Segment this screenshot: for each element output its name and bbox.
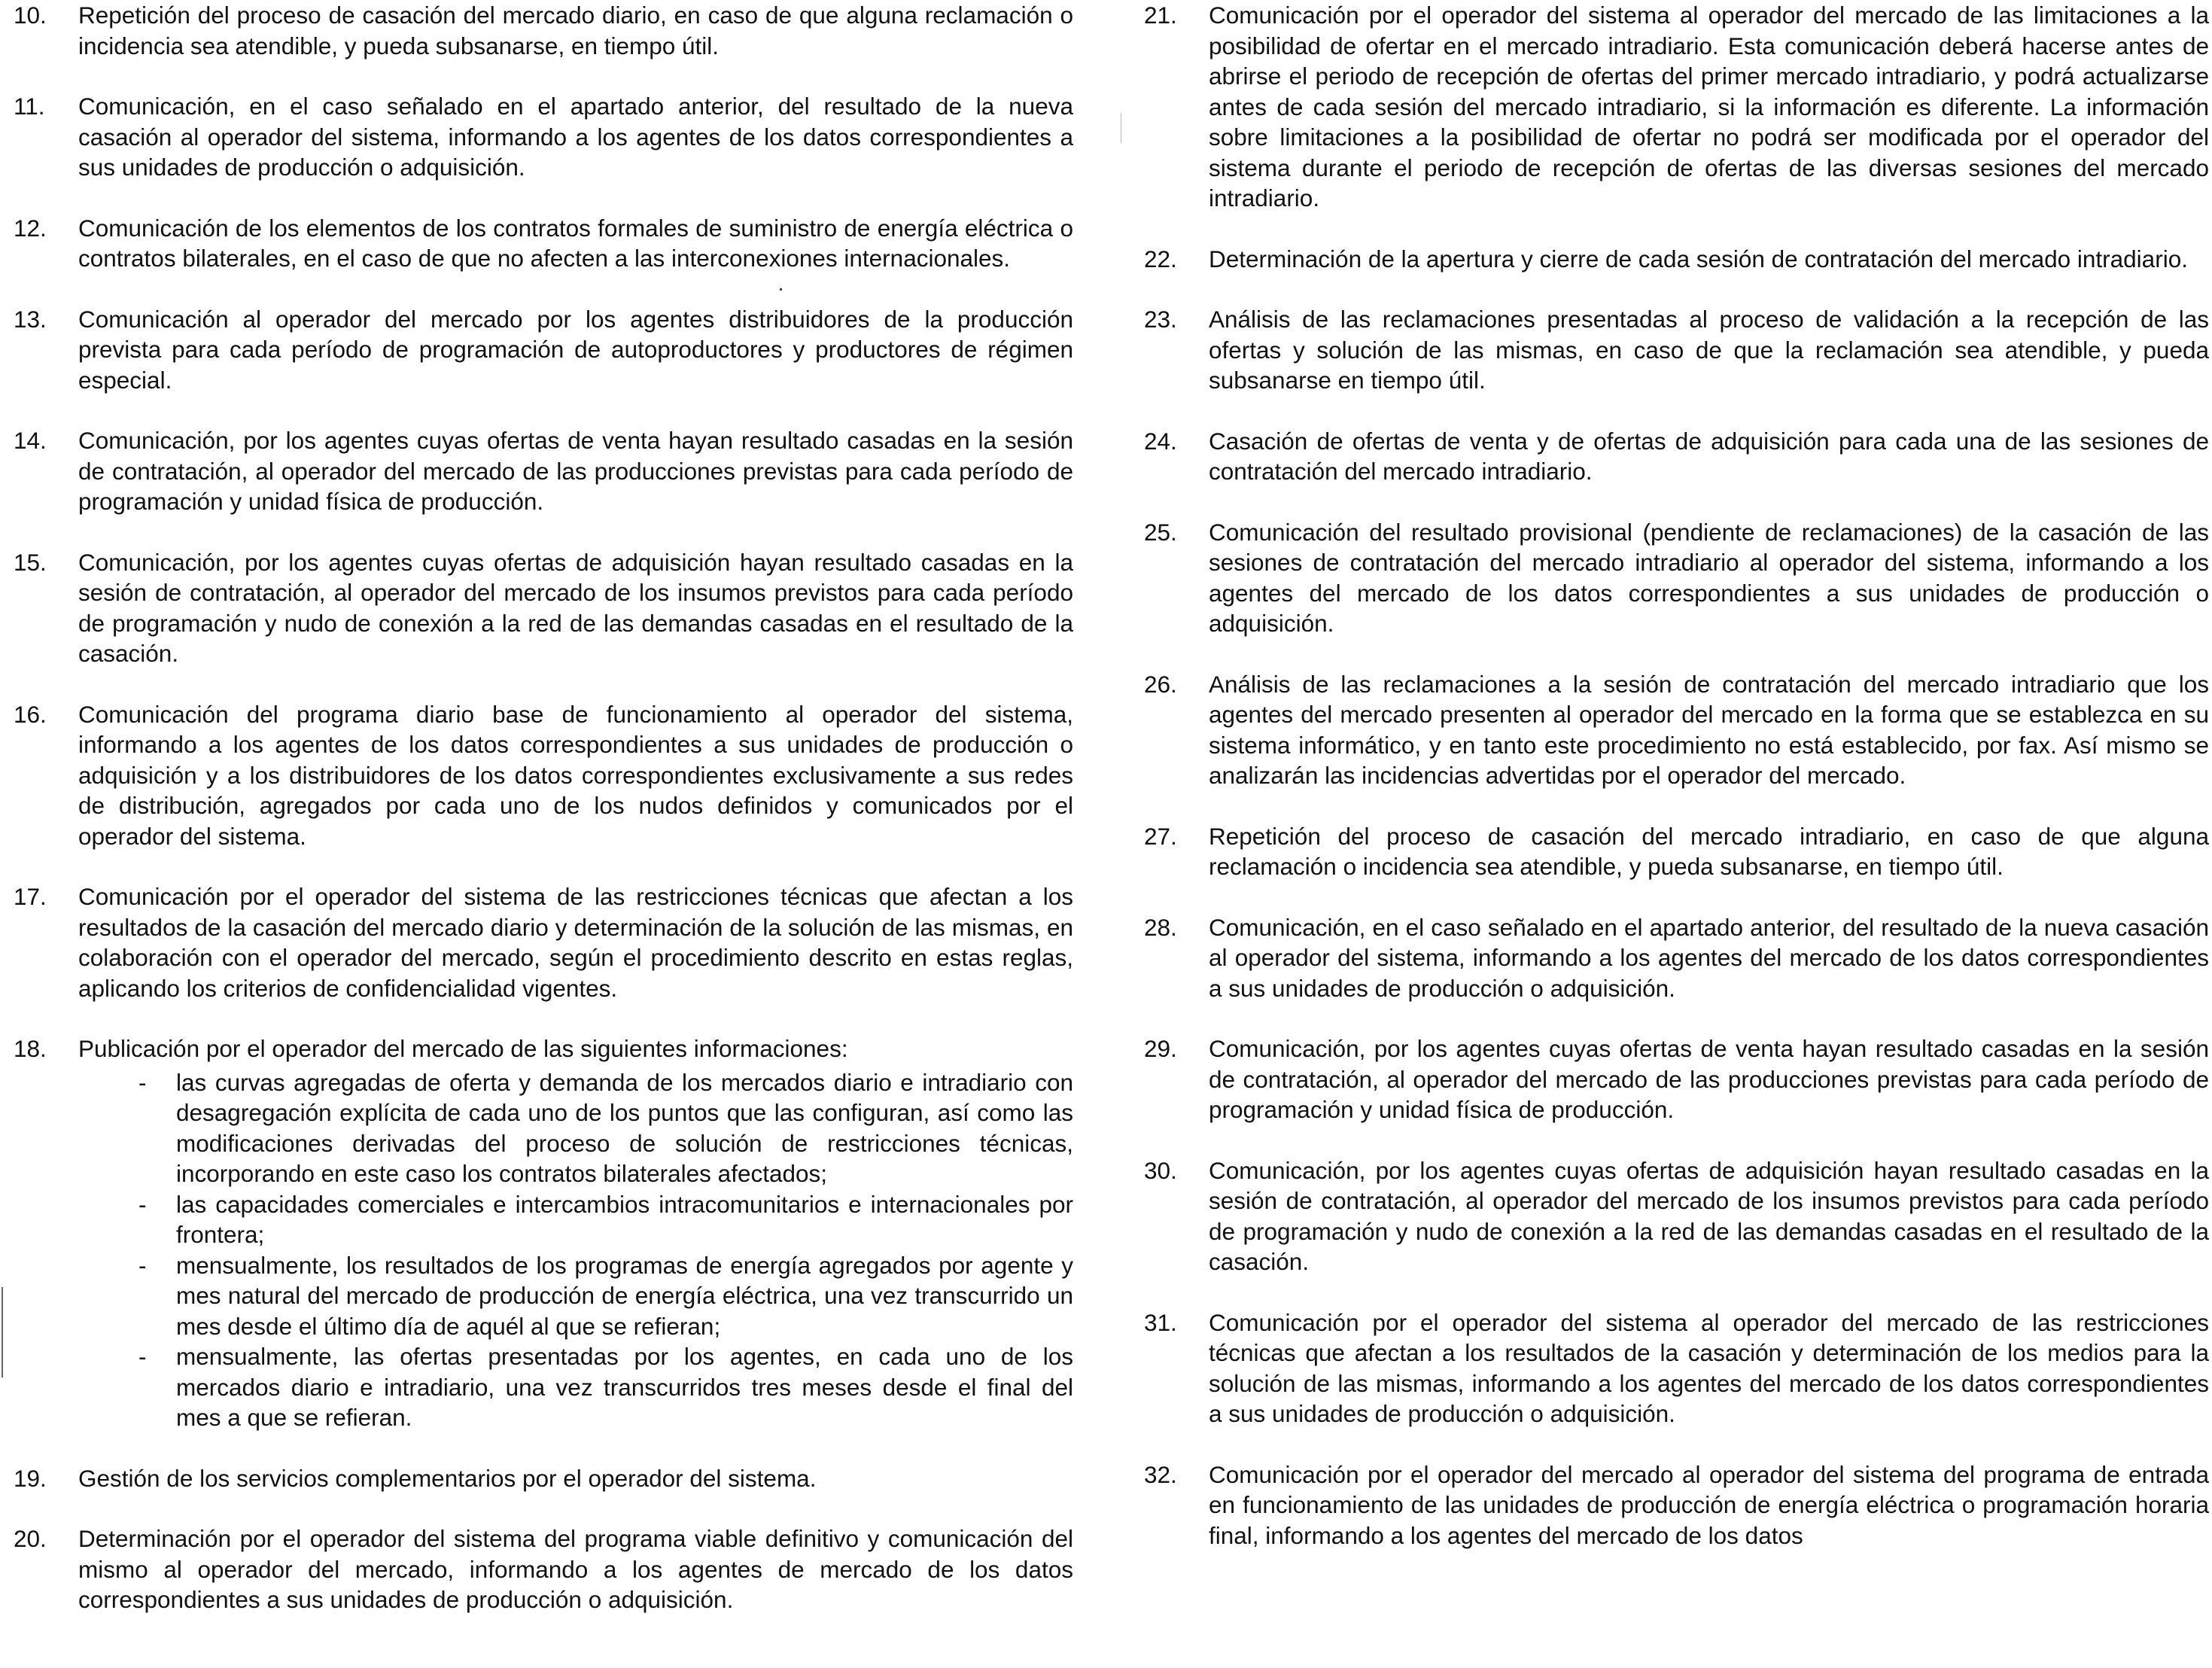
scan-mark bbox=[780, 288, 782, 291]
item-number: 26. bbox=[1144, 670, 1177, 698]
sub-item-text: mensualmente, los resultados de los programas de energía agregados por agente y mes natural del mercado de producción de energía eléctrica, una vez transcurrido un mes desde el último día de aquél al que se refieran; bbox=[176, 1251, 1073, 1340]
item-number: 19. bbox=[14, 1464, 47, 1492]
list-item bbox=[1144, 517, 2209, 639]
dash-bullet: - bbox=[138, 1068, 147, 1096]
sub-item-text: mensualmente, las ofertas presentadas por los agentes, en cada uno de los mercados diario e intradiario, una vez transcurridos tres meses desde el final del mes a que se refieran. bbox=[176, 1343, 1073, 1431]
item-number: 30. bbox=[1144, 1156, 1177, 1184]
sub-list-item bbox=[138, 1189, 1073, 1250]
item-text: Comunicación, por los agentes cuyas ofertas de venta hayan resultado casadas en la sesión de contratación, al operador del mercado de las producciones previstas para cada período de programación y unidad física de producción. bbox=[1209, 1035, 2209, 1123]
item-text: Comunicación, por los agentes cuyas ofertas de adquisición hayan resultado casadas en la sesión de contratación, al operador del mercado de los insumos previstos para cada período de programación y nudo de conexión a la red de las demandas casadas en el resultado de la casación. bbox=[78, 548, 1073, 667]
item-number: 11. bbox=[14, 93, 45, 120]
item-number: 13. bbox=[14, 305, 47, 333]
item-text: Comunicación por el operador del mercado al operador del sistema del programa de entrada en funcionamiento de las unidades de producción de energía eléctrica o programación horaria final, informando a los agentes del mercado de los datos bbox=[1209, 1460, 2209, 1549]
list-item bbox=[1144, 1460, 2209, 1551]
item-text: Análisis de las reclamaciones a la sesión de contratación del mercado intradiario que los agentes del mercado presenten al operador del mercado en la forma que se establezca en su sistema informático, y en tanto este procedimiento no está establecido, por fax. Así mismo se analizarán las incidencias advertidas por el operador del mercado. bbox=[1209, 670, 2209, 789]
list-item bbox=[1144, 1307, 2209, 1429]
list-item bbox=[1144, 1033, 2209, 1125]
list-item bbox=[1144, 0, 2209, 214]
sub-list-item bbox=[138, 1067, 1073, 1189]
dash-bullet: - bbox=[138, 1190, 147, 1218]
item-text: Determinación de la apertura y cierre de cada sesión de contratación del mercado intradiario. bbox=[1209, 245, 2188, 272]
item-text: Repetición del proceso de casación del mercado intradiario, en caso de que alguna reclamación o incidencia sea atendible, y pueda subsanarse, en tiempo útil. bbox=[1209, 822, 2209, 880]
list-item bbox=[1144, 426, 2209, 487]
list-item bbox=[1144, 821, 2209, 882]
item-number: 32. bbox=[1144, 1460, 1177, 1488]
item-number: 24. bbox=[1144, 427, 1177, 455]
item-text: Comunicación del programa diario base de funcionamiento al operador del sistema, informando a los agentes de los datos correspondientes a sus unidades de producción o adquisición y a los distribuidores de los datos correspondientes exclusivamente a sus redes de distribución, agregados por cada uno de los nudos definidos y comunicados por el operador del sistema. bbox=[78, 700, 1073, 850]
item-number: 16. bbox=[14, 700, 47, 728]
item-number: 10. bbox=[14, 2, 47, 29]
list-item bbox=[14, 699, 1073, 852]
list-item bbox=[14, 1033, 1073, 1064]
item-number: 12. bbox=[14, 214, 47, 242]
item-number: 14. bbox=[14, 427, 47, 454]
dash-bullet: - bbox=[138, 1343, 147, 1370]
item-text: Determinación por el operador del sistema del programa viable definitivo y comunicación del mismo al operador del mercado, informando a los agentes de mercado de los datos correspondientes a sus unidades de producción o adquisición. bbox=[78, 1525, 1073, 1613]
list-item bbox=[14, 304, 1073, 396]
sub-item-text: las capacidades comerciales e intercambios intracomunitarios e internacionales por frontera; bbox=[176, 1190, 1073, 1248]
dash-bullet: - bbox=[138, 1251, 147, 1279]
item-text: Análisis de las reclamaciones presentadas al proceso de validación a la recepción de las ofertas y solución de las mismas, en caso de que la reclamación sea atendible, y pueda subsanarse en tiempo útil. bbox=[1209, 306, 2209, 394]
item-text: Gestión de los servicios complementarios por el operador del sistema. bbox=[78, 1464, 817, 1492]
sub-list-item bbox=[138, 1341, 1073, 1433]
list-item bbox=[1144, 304, 2209, 396]
list-item bbox=[14, 881, 1073, 1003]
item-number: 31. bbox=[1144, 1308, 1177, 1336]
item-number: 22. bbox=[1144, 245, 1177, 272]
item-number: 28. bbox=[1144, 913, 1177, 941]
left-column bbox=[14, 0, 1073, 1645]
item-number: 29. bbox=[1144, 1035, 1177, 1062]
list-item bbox=[14, 547, 1073, 669]
item-text: Comunicación por el operador del sistema al operador del mercado de las limitaciones a la posibilidad de ofertar en el mercado intradiario. Esta comunicación deberá hacerse antes de abrirse el periodo de recepción de ofertas del primer mercado intradiario, y podrá actualizarse antes de cada sesión del mercado intradiario, si la información es diferente. La información sobre limitaciones a la posibilidad de ofertar no podrá ser modificada por el operador del sistema durante el periodo de recepción de ofertas de las diversas sesiones del mercado intradiario. bbox=[1209, 2, 2209, 212]
item-number: 23. bbox=[1144, 306, 1177, 333]
list-item bbox=[1144, 669, 2209, 791]
list-item bbox=[1144, 912, 2209, 1004]
item-number: 27. bbox=[1144, 822, 1177, 850]
list-item bbox=[14, 0, 1073, 61]
item-text: Repetición del proceso de casación del mercado diario, en caso de que alguna reclamación o incidencia sea atendible, y pueda subsanarse, en tiempo útil. bbox=[78, 2, 1073, 59]
item-text: Comunicación por el operador del sistema al operador del mercado de las restricciones técnicas que afectan a los resultados de la casación y determinación de los medios para la solución de las mismas, informando a los agentes del mercado de los datos correspondientes a sus unidades de producción o adquisición. bbox=[1209, 1308, 2209, 1427]
item-number: 20. bbox=[14, 1525, 47, 1552]
item-text: Comunicación, por los agentes cuyas ofertas de adquisición hayan resultado casadas en la sesión de contratación, al operador del mercado de los insumos previstos para cada período de programación y nudo de conexión a la red de las demandas casadas en el resultado de la casación. bbox=[1209, 1156, 2209, 1275]
sub-list bbox=[14, 1067, 1073, 1433]
sub-list-item bbox=[138, 1250, 1073, 1342]
item-text: Comunicación, en el caso señalado en el apartado anterior, del resultado de la nueva casación al operador del sistema, informando a los agentes de los datos correspondientes a sus unidades de producción o adquisición. bbox=[78, 93, 1073, 181]
item-number: 17. bbox=[14, 883, 47, 910]
item-text: Comunicación, por los agentes cuyas ofertas de venta hayan resultado casadas en la sesión de contratación, al operador del mercado de las producciones previstas para cada período de programación y unidad física de producción. bbox=[78, 427, 1073, 515]
item-number: 15. bbox=[14, 548, 47, 576]
item-text: Comunicación al operador del mercado por los agentes distribuidores de la producción prevista para cada período de programación de autoproductores y productores de régimen especial. bbox=[78, 305, 1073, 394]
right-column bbox=[1144, 0, 2209, 1581]
scan-mark bbox=[2, 1287, 3, 1377]
item-text: Comunicación, en el caso señalado en el apartado anterior, del resultado de la nueva casación al operador del sistema, informando a los agentes del mercado de los datos correspondientes a sus unidades de producción o adquisición. bbox=[1209, 913, 2209, 1002]
item-text: Casación de ofertas de venta y de ofertas de adquisición para cada una de las sesiones de contratación del mercado intradiario. bbox=[1209, 427, 2209, 485]
item-number: 18. bbox=[14, 1035, 47, 1062]
list-item bbox=[14, 213, 1073, 274]
item-text: Comunicación por el operador del sistema de las restricciones técnicas que afectan a los resultados de la casación del mercado diario y determinación de la solución de las mismas, en colaboración con el operador del mercado, según el procedimiento descrito en estas reglas, aplicando los criterios de confidencialidad vigentes. bbox=[78, 883, 1073, 1002]
list-item bbox=[14, 1463, 1073, 1494]
item-text: Comunicación del resultado provisional (pendiente de reclamaciones) de la casación de las sesiones de contratación del mercado intradiario al operador del sistema, informando a los agentes del mercado de los datos correspondientes a sus unidades de producción o adquisición. bbox=[1209, 518, 2209, 637]
list-item bbox=[14, 91, 1073, 183]
item-number: 21. bbox=[1144, 2, 1177, 29]
list-item bbox=[14, 425, 1073, 517]
item-text: Comunicación de los elementos de los contratos formales de suministro de energía eléctrica o contratos bilaterales, en el caso de que no afecten a las interconexiones internacionales. bbox=[78, 214, 1073, 272]
list-item bbox=[14, 1523, 1073, 1615]
list-item bbox=[1144, 244, 2209, 275]
item-text: Publicación por el operador del mercado de las siguientes informaciones: bbox=[78, 1035, 848, 1062]
list-item bbox=[1144, 1155, 2209, 1277]
item-number: 25. bbox=[1144, 518, 1177, 546]
sub-item-text: las curvas agregadas de oferta y demanda de los mercados diario e intradiario con desagregación explícita de cada uno de los puntos que las configuran, así como las modificaciones derivadas del proceso de solución de restricciones técnicas, incorporando en este caso los contratos bilaterales afectados; bbox=[176, 1068, 1073, 1187]
